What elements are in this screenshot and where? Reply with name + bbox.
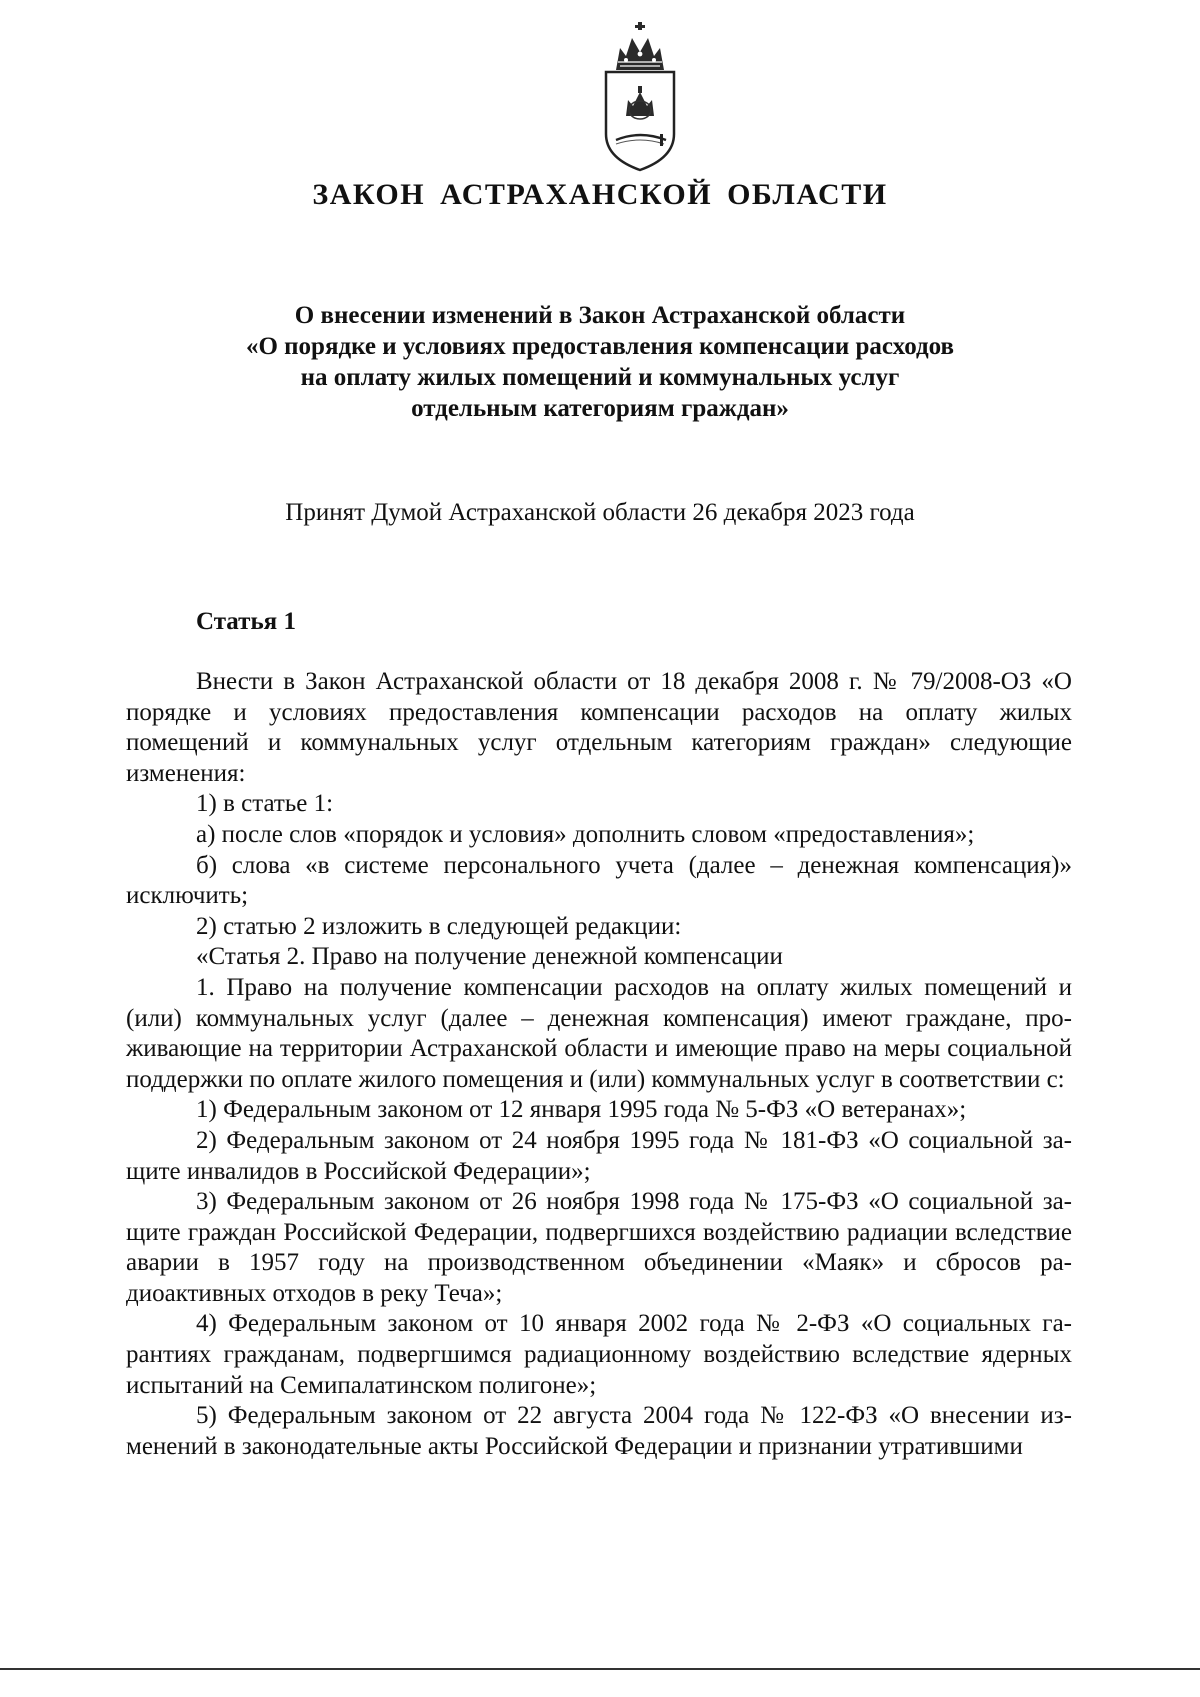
article-paragraph: 5) Федеральным законом от 22 августа 2004 года № 122-ФЗ «О внесении изменений в законодательные акты Российской Федерации и признании утратившими	[126, 1402, 1072, 1460]
article-paragraph: б) слова «в системе персонального учета (далее – денежная компенсация)» исключить;	[126, 851, 1072, 910]
article-heading: Статья 1	[196, 608, 296, 635]
coat-of-arms-emblem	[594, 22, 686, 172]
article-paragraph: а) после слов «порядок и условия» дополнить словом «предоставления»;	[196, 820, 975, 848]
article-paragraph: 4) Федеральным законом от 10 января 2002 года № 2-ФЗ «О социальных гарантиях гражданам, подвергшимся радиационному воздействию вследствие ядерных испытаний на Семипалатинском полигоне»;	[126, 1310, 1072, 1399]
article-paragraph: 3) Федеральным законом от 26 ноября 1998 года № 175-ФЗ «О социальной защите граждан Российской Федерации, подвергшихся воздействию радиации вследствие аварии в 1957 году на производственном объединении «Маяк» и сбросов радиоактивных отходов в реку Теча»;	[126, 1188, 1072, 1307]
article-paragraph: 1. Право на получение компенсации расходов на оплату жилых помещений и (или) коммунальных услуг (далее – денежная компенсация) имеют граждане, проживающие на территории Астраханской области и имеющие право на меры социальной поддержки по оплате жилого помещения и (или) коммунальных услуг в соответствии с:	[126, 973, 1072, 1093]
law-subject-line: отдельным категориям граждан»	[411, 395, 789, 422]
adoption-statement: Принят Думой Астраханской области 26 декабря 2023 года	[285, 499, 915, 526]
law-subject	[150, 300, 1050, 424]
article-paragraph: 2) статью 2 изложить в следующей редакции:	[196, 912, 682, 940]
article-body	[126, 667, 1072, 1462]
law-subject-line: О внесении изменений в Закон Астраханской области	[294, 302, 906, 329]
article-paragraph: «Статья 2. Право на получение денежной компенсации	[196, 943, 783, 971]
page-bottom-rule	[0, 1668, 1200, 1670]
article-paragraph: 1) в статье 1:	[196, 790, 334, 818]
law-subject-line: «О порядке и условиях предоставления компенсации расходов	[245, 333, 955, 360]
article-paragraph: 1) Федеральным законом от 12 января 1995 года № 5-ФЗ «О ветеранах»;	[196, 1096, 967, 1124]
law-subject-line: на оплату жилых помещений и коммунальных услуг	[300, 364, 900, 391]
law-title: ЗАКОН АСТРАХАНСКОЙ ОБЛАСТИ	[312, 178, 888, 211]
article-paragraph: 2) Федеральным законом от 24 ноября 1995 года № 181-ФЗ «О социальной защите инвалидов в Российской Федерации»;	[126, 1126, 1072, 1185]
article-paragraph: Внести в Закон Астраханской области от 18 декабря 2008 г. № 79/2008-ОЗ «О порядке и условиях предоставления компенсации расходов на оплату жилых помещений и коммунальных услуг отдельным категориям граждан» следующие изменения:	[126, 668, 1072, 787]
